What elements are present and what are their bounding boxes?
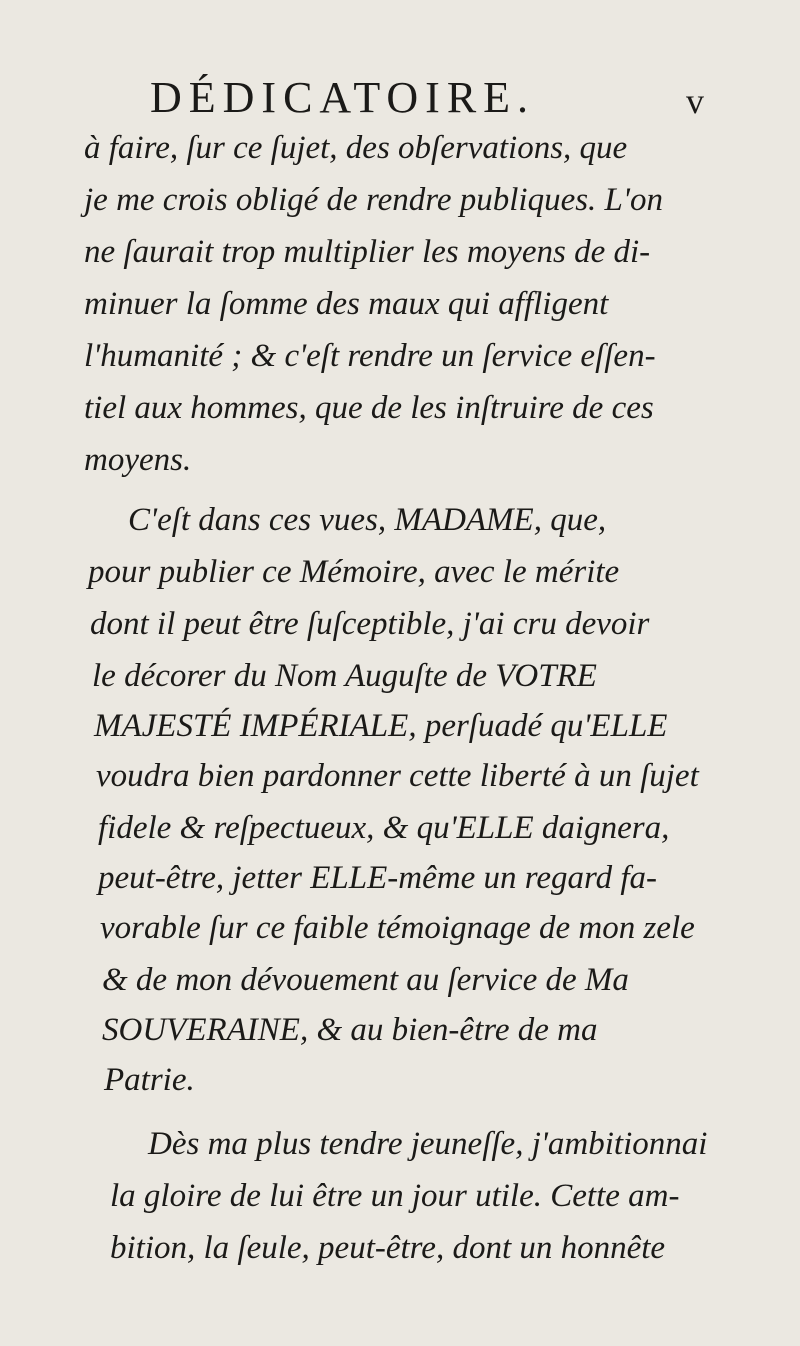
text-line: minuer la ſomme des maux qui affligent — [84, 286, 609, 322]
text-line: tiel aux hommes, que de les inſtruire de ces — [84, 390, 654, 426]
text-line: voudra bien pardonner cette liberté à un ſujet — [96, 758, 699, 794]
text-line: & de mon dévouement au ſervice de Ma — [102, 962, 629, 998]
text-line: la gloire de lui être un jour utile. Cette am- — [110, 1178, 680, 1214]
text-line: dont il peut être ſuſceptible, j'ai cru devoir — [90, 606, 650, 642]
text-line: moyens. — [84, 442, 192, 478]
running-title: DÉDICATOIRE. — [150, 73, 536, 122]
text-line: vorable ſur ce faible témoignage de mon zele — [100, 910, 695, 946]
page-number: v — [686, 81, 704, 121]
text-line: bition, la ſeule, peut-être, dont un honnête — [110, 1230, 666, 1266]
text-line: l'humanité ; & c'eſt rendre un ſervice eſſen- — [84, 338, 656, 374]
text-line: SOUVERAINE, & au bien-être de ma — [102, 1012, 598, 1048]
text-line: Patrie. — [104, 1062, 195, 1098]
text-line: peut-être, jetter ELLE-même un regard fa- — [98, 860, 658, 896]
text-line: à faire, ſur ce ſujet, des obſervations, que — [84, 130, 628, 166]
text-line: Dès ma plus tendre jeuneſſe, j'ambitionnai — [148, 1126, 708, 1162]
text-line: je me crois obligé de rendre publiques. L'on — [84, 182, 663, 218]
text-line: ne ſaurait trop multiplier les moyens de di- — [84, 234, 651, 270]
text-line: le décorer du Nom Auguſte de VOTRE — [92, 658, 597, 694]
text-line: fidele & reſpectueux, & qu'ELLE daignera, — [98, 810, 670, 846]
text-line: pour publier ce Mémoire, avec le mérite — [88, 554, 620, 590]
text-line: MAJESTÉ IMPÉRIALE, perſuadé qu'ELLE — [94, 708, 668, 744]
text-line: C'eſt dans ces vues, MADAME, que, — [128, 502, 607, 538]
